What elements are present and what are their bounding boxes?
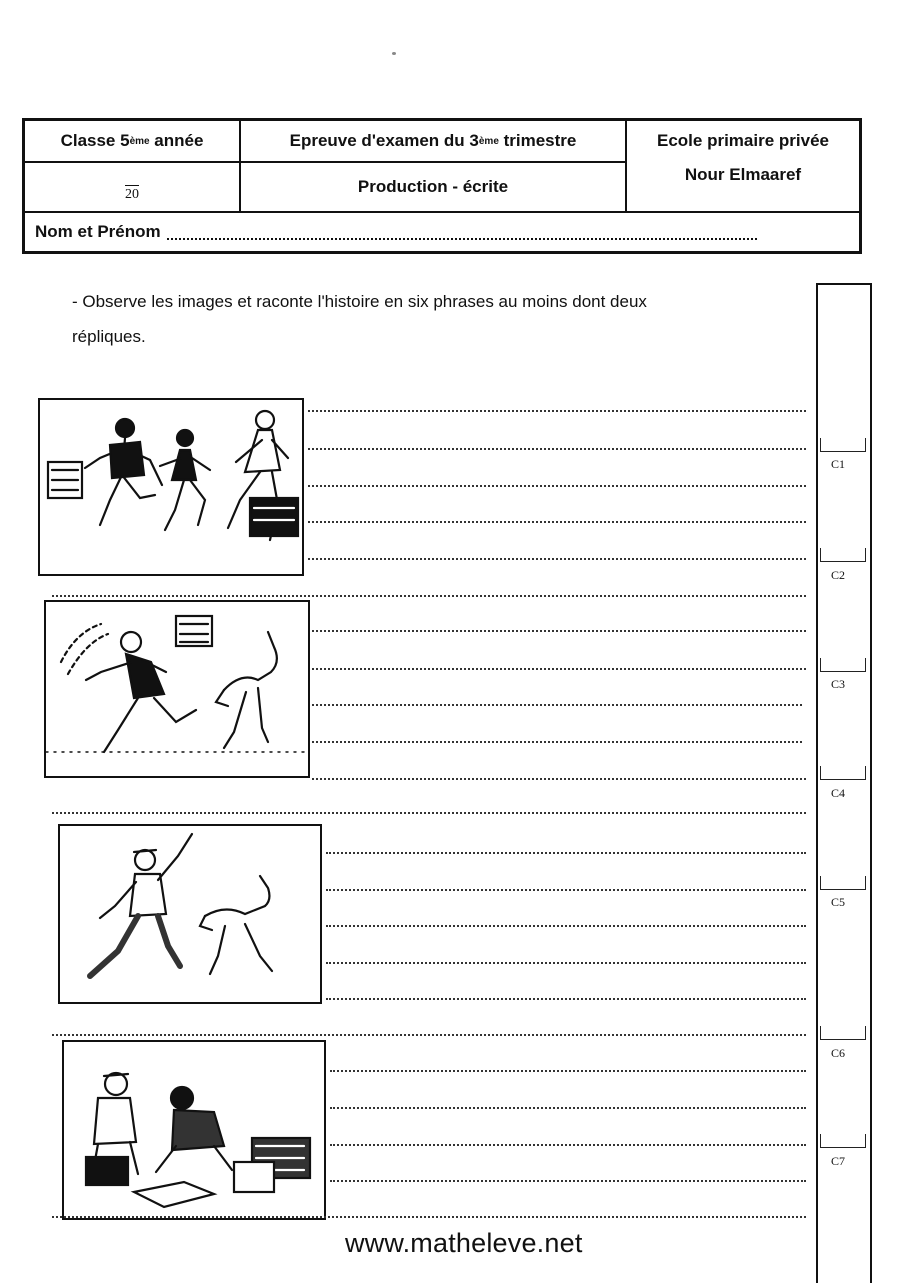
criterion-label: C4 [831,786,846,800]
name-field[interactable] [167,224,757,240]
criterion-label: C2 [831,568,846,582]
criterion-box [820,548,866,562]
instruction-line2: répliques. [72,327,146,346]
footer-url: www.matheleve.net [345,1228,583,1258]
class-suffix: année [149,131,204,150]
writing-line[interactable] [312,668,806,670]
writing-line[interactable] [326,998,806,1000]
subject-cell [241,163,627,213]
writing-line[interactable] [308,410,806,412]
instruction [72,284,812,354]
writing-line[interactable] [312,630,806,632]
exam-suffix: trimestre [498,131,577,150]
writing-line[interactable] [326,962,806,964]
writing-line[interactable] [312,778,806,780]
subject-label: Production - écrite [357,177,509,196]
criterion-box [820,1026,866,1040]
writing-line[interactable] [326,925,806,927]
class-label: Classe 5 [60,131,130,150]
children-running-drawing [40,400,302,574]
score-denominator: 20 [125,187,139,202]
instruction-line1: - Observe les images et raconte l'histoire en six phrases au moins dont deux [72,292,647,311]
criterion-box [820,876,866,890]
children-collecting-drawing [64,1042,324,1218]
dog-chasing-drawing [46,602,308,776]
writing-line[interactable] [330,1070,806,1072]
writing-line[interactable] [330,1107,806,1109]
writing-line[interactable] [308,448,806,450]
writing-line[interactable] [52,1216,806,1218]
name-label: Nom et Prénom [35,222,161,241]
illustration-dog-chasing-boy [44,600,310,778]
score-cell [25,163,241,213]
criterion-box [820,658,866,672]
exam-prefix: Epreuve d'examen du 3 [289,131,479,150]
school-line1: Ecole primaire privée [657,131,829,150]
writing-line[interactable] [312,741,802,743]
writing-line[interactable] [326,889,806,891]
criterion-label: C6 [831,1046,846,1060]
criterion-label: C3 [831,677,846,691]
exam-title-cell [241,121,627,163]
criterion-box [820,438,866,452]
criterion-label: C7 [831,1154,846,1168]
writing-line[interactable] [308,521,806,523]
writing-line[interactable] [326,852,806,854]
criterion-label: C1 [831,457,846,471]
illustration-boy-with-stick [58,824,322,1004]
writing-line[interactable] [52,812,806,814]
criterion-box [820,766,866,780]
criterion-label: C5 [831,895,846,909]
illustration-children-running [38,398,304,576]
writing-line[interactable] [52,1034,806,1036]
illustration-children-collecting [62,1040,326,1220]
criterion-box [820,1134,866,1148]
writing-line[interactable] [330,1144,806,1146]
criteria-column [816,283,872,1283]
name-row [25,213,859,251]
school-line2: Nour Elmaaref [684,165,802,184]
boy-stick-drawing [60,826,320,1002]
class-sup: ème [129,135,150,147]
stray-mark [392,52,396,55]
exam-header-table [22,118,862,254]
writing-line[interactable] [308,485,806,487]
exam-sup: ème [478,135,499,147]
writing-line[interactable] [52,595,806,597]
writing-line[interactable] [330,1180,806,1182]
writing-line[interactable] [312,704,802,706]
writing-line[interactable] [308,558,806,560]
school-cell [627,121,859,213]
class-cell [25,121,241,163]
